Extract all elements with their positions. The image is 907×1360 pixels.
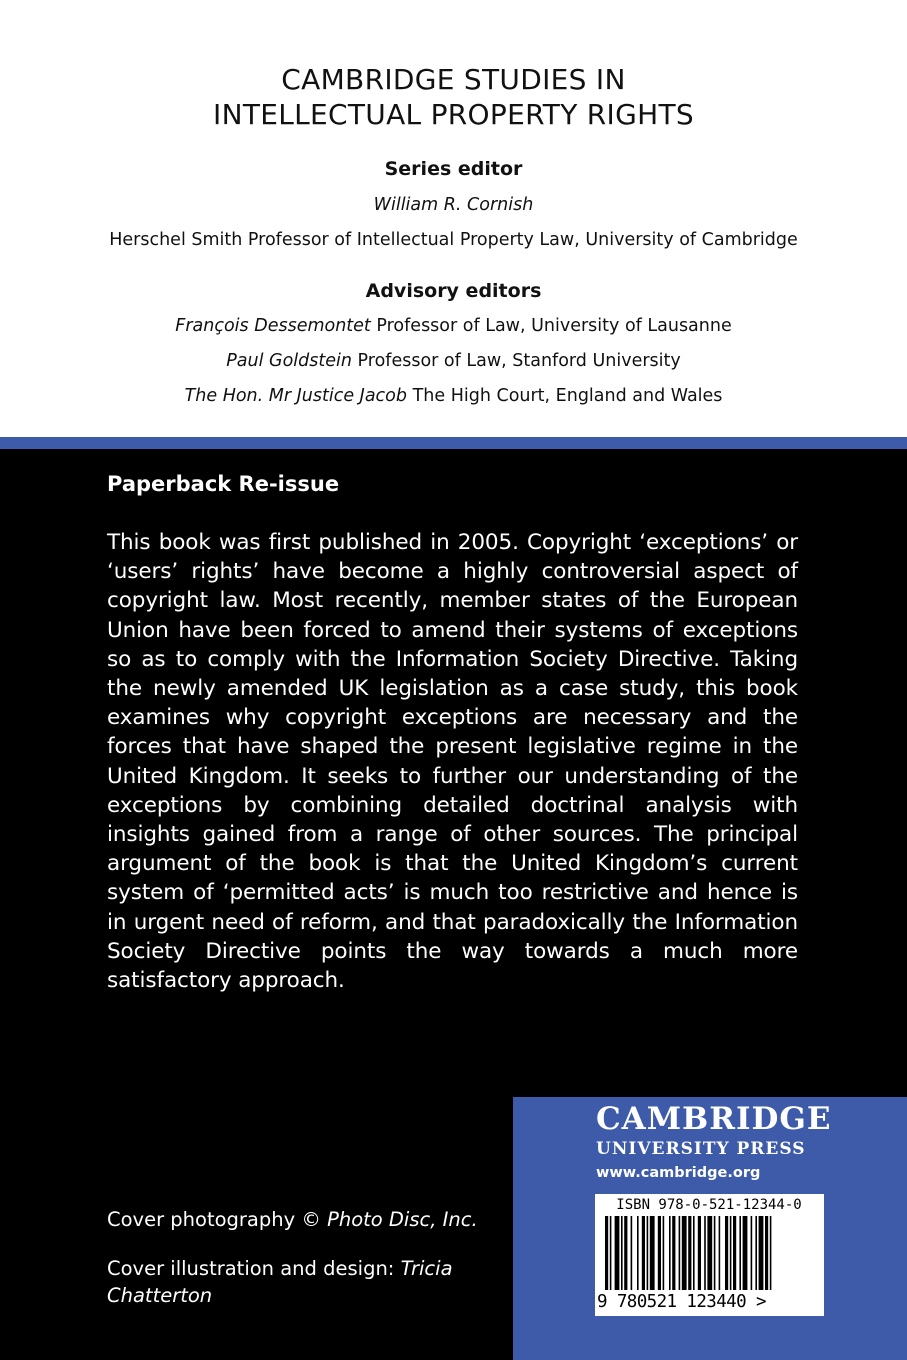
barcode-bar bbox=[725, 1216, 728, 1290]
barcode-bar bbox=[672, 1216, 675, 1290]
barcode-bar bbox=[739, 1216, 741, 1290]
barcode-bar bbox=[698, 1216, 701, 1290]
advisor-entry bbox=[0, 316, 907, 336]
advisor-entry bbox=[0, 386, 907, 406]
barcode-bar bbox=[624, 1216, 627, 1290]
barcode-bar bbox=[605, 1216, 608, 1290]
barcode-bar bbox=[621, 1216, 623, 1290]
reissue-heading: Paperback Re-issue bbox=[107, 472, 340, 496]
barcode-bar bbox=[730, 1216, 732, 1290]
barcode-bar bbox=[743, 1216, 748, 1290]
barcode-bar bbox=[682, 1216, 687, 1290]
publisher-subname: UNIVERSITY PRESS bbox=[596, 1139, 806, 1159]
barcode-bar bbox=[751, 1216, 753, 1290]
barcode-bar bbox=[759, 1216, 764, 1290]
divider-rule bbox=[0, 437, 907, 449]
advisor-name: François Dessemontet bbox=[175, 316, 371, 336]
barcode-bar bbox=[658, 1216, 661, 1290]
series-title-line1: CAMBRIDGE STUDIES IN bbox=[281, 63, 626, 96]
barcode-bar bbox=[707, 1216, 712, 1290]
series-title bbox=[0, 62, 907, 132]
barcode-bar bbox=[765, 1216, 768, 1290]
photo-credit bbox=[107, 1206, 478, 1233]
advisor-name: Paul Goldstein bbox=[226, 351, 352, 371]
series-panel bbox=[0, 0, 907, 437]
barcode-bar bbox=[637, 1216, 639, 1290]
series-editor-heading: Series editor bbox=[384, 158, 523, 180]
barcode-bar bbox=[719, 1216, 721, 1290]
advisor-entry bbox=[0, 351, 907, 371]
barcode-bar bbox=[669, 1216, 671, 1290]
advisor-role: The High Court, England and Wales bbox=[412, 386, 723, 406]
series-editor-title: Herschel Smith Professor of Intellectual Property Law, University of Cambridge bbox=[109, 230, 798, 250]
publisher-block bbox=[513, 1097, 907, 1360]
barcode-bars bbox=[605, 1216, 814, 1290]
isbn-label: ISBN 978-0-521-12344-0 bbox=[616, 1197, 802, 1213]
barcode-bar bbox=[615, 1216, 620, 1290]
barcode-bar bbox=[679, 1216, 681, 1290]
barcode-bar bbox=[663, 1216, 665, 1290]
design-credit bbox=[107, 1255, 467, 1309]
barcode-bar bbox=[688, 1216, 691, 1290]
barcode-bar bbox=[610, 1216, 612, 1290]
barcode-bar bbox=[642, 1216, 645, 1290]
publisher-url: www.cambridge.org bbox=[596, 1165, 761, 1181]
design-credit-label: Cover illustration and design: bbox=[107, 1257, 395, 1280]
barcode-bar bbox=[693, 1216, 695, 1290]
series-title-line2: INTELLECTUAL PROPERTY RIGHTS bbox=[213, 98, 694, 131]
advisor-name: The Hon. Mr Justice Jacob bbox=[184, 386, 407, 406]
advisor-role: Professor of Law, Stanford University bbox=[357, 351, 681, 371]
book-blurb: This book was first published in 2005. Copyright ‘exceptions’ or ‘users’ rights’ have become a highly controversial aspect of copyright law. Most recently, member states of the European Union have been forced to amend their systems of exceptions so as to comply with the Information Society Directive. Taking the newly amended UK legislation as a case study, this book examines why copyright exceptions are necessary and the forces that have shaped the present legislative regime in the United Kingdom. It seeks to further our understanding of the exceptions by combining detailed doctrinal analysis with insights gained from a range of other sources. The principal argument of the book is that the United Kingdom’s current system of ‘permitted acts’ is much too restrictive and hence is in urgent need of reform, and that paradoxically the Information Society Directive points the way towards a much more satisfactory approach. bbox=[107, 530, 798, 994]
barcode-bar bbox=[755, 1216, 757, 1290]
photo-credit-name: Photo Disc, Inc. bbox=[327, 1208, 478, 1231]
barcode-bar bbox=[647, 1216, 649, 1290]
barcode-bar bbox=[704, 1216, 706, 1290]
series-editor-name: William R. Cornish bbox=[373, 195, 534, 215]
photo-credit-label: Cover photography © bbox=[107, 1208, 321, 1231]
advisor-role: Professor of Law, University of Lausanne bbox=[376, 316, 732, 336]
barcode-digits: 9 780521 123440 > bbox=[597, 1292, 766, 1312]
barcode-bar bbox=[733, 1216, 736, 1290]
advisory-editors-heading: Advisory editors bbox=[365, 280, 542, 302]
barcode-bar bbox=[714, 1216, 716, 1290]
barcode bbox=[595, 1194, 824, 1316]
design-credit-name: Tricia Chatterton bbox=[107, 1257, 453, 1307]
publisher-logo: CAMBRIDGE bbox=[596, 1101, 832, 1137]
barcode-bar bbox=[650, 1216, 655, 1290]
barcode-bar bbox=[770, 1216, 772, 1290]
barcode-bar bbox=[631, 1216, 633, 1290]
